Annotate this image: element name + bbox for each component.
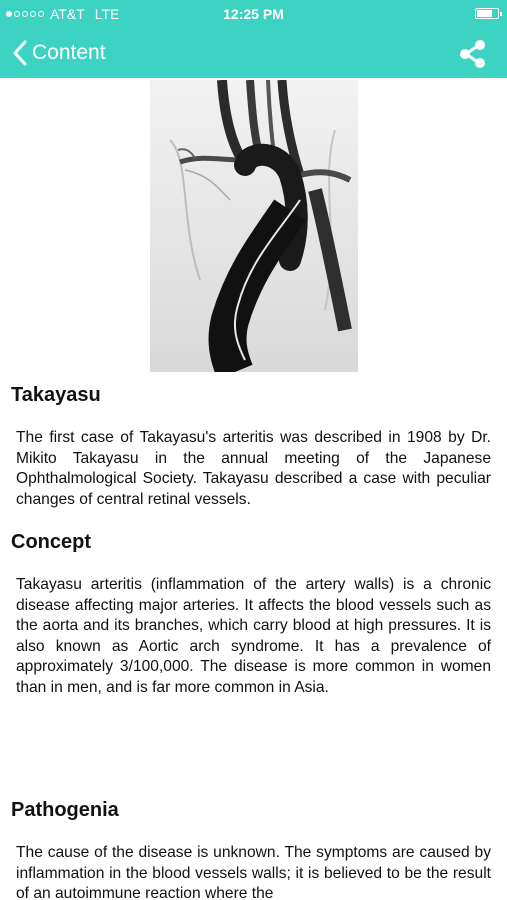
section-title-concept: Concept bbox=[11, 531, 91, 553]
status-bar bbox=[0, 0, 507, 28]
section-title-pathogenia: Pathogenia bbox=[11, 799, 119, 821]
status-time: 12:25 PM bbox=[223, 6, 284, 22]
section-body-pathogenia: The cause of the disease is unknown. The symptoms are caused by inflammation in the blood vessels walls; it is believed to be the result of an autoimmune reaction where the bbox=[16, 844, 491, 900]
section-title-takayasu: Takayasu bbox=[11, 384, 101, 406]
carrier-name: AT&T bbox=[50, 6, 85, 22]
share-button[interactable] bbox=[457, 38, 489, 70]
chevron-left-icon bbox=[12, 40, 28, 66]
article-content[interactable] bbox=[0, 78, 507, 900]
back-label: Content bbox=[32, 41, 106, 64]
section-body-takayasu: The first case of Takayasu's arteritis was described in 1908 by Dr. Mikito Takayasu in the annual meeting of the Japanese Ophthalmological Society. Takayasu described a case with peculiar changes of central retinal vessels. bbox=[16, 429, 491, 508]
share-icon bbox=[457, 38, 489, 70]
battery-icon bbox=[475, 8, 499, 19]
back-button[interactable] bbox=[12, 36, 106, 70]
section-body-concept: Takayasu arteritis (inflammation of the artery walls) is a chronic disease affecting major arteries. It affects the blood vessels such as the aorta and its branches, which carry blood at high pressures. It is also known as Aortic arch syndrome. It has a prevalence of approximately 3/100,000. The disease is more common in women than in men, and is far more common in Asia. bbox=[16, 576, 491, 696]
navigation-bar bbox=[0, 28, 507, 78]
network-type: LTE bbox=[94, 6, 120, 22]
angiography-image bbox=[150, 80, 358, 372]
